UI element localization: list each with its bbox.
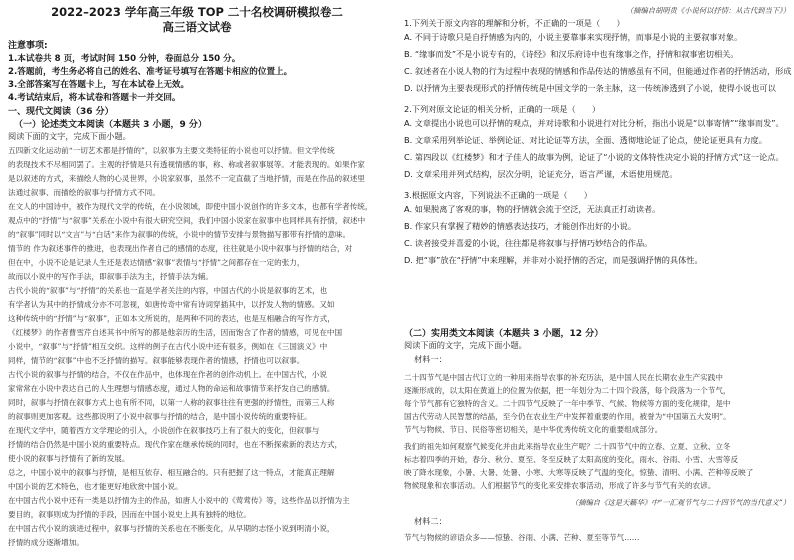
passage-line: 观点中的“抒情”与“叙事”关系在小说中有很大研究空间，我们中国小说家在叙事中也同样具有抒情，叙述中 bbox=[8, 216, 366, 225]
answer-option: B. 作家只有掌握了精妙的情感表达技巧，才能创作出好的小说。 bbox=[404, 221, 636, 231]
material-line: 标志着四季的开始，春分、秋分、夏至、冬至反映了太阳高度的变化，雨水、谷雨、小雪、大雪等反 bbox=[404, 455, 739, 464]
subsection-heading: （二）实用类文本阅读（本题共 3 小题，12 分） bbox=[404, 329, 604, 339]
answer-option: D. 以抒情为主要表现形式的抒情传统是中国文学的一条主脉，这一传统渗透到了小说，使得小说也可以 bbox=[404, 83, 776, 93]
answer-option: C. 叙述者在小说人物的行为过程中表现的情感和作品传达的情感虽有不同，但能通过作者的抒情活动，形成 bbox=[404, 66, 792, 76]
passage-line: 小说中，“叙事”与“抒情”相互交织。这样的例子在古代小说中还有很多，例如在《三国演义》中 bbox=[8, 342, 328, 351]
passage-line: 总之，中国小说中的叙事与抒情，是相互依存、相互融合的。只有把握了这一特点，才能真正理解 bbox=[8, 468, 335, 477]
passage-line: 是以叙述的方式，来描绘人物的心灵世界，小说家叙事，虽然不一定直截了当地抒情，而是在作品的叙述里 bbox=[8, 174, 365, 183]
passage-line: 有学者认为其中的抒情成分亦不可忽视，如唐传奇中常有诗词穿插其中，以抒发人物的情感。又如 bbox=[8, 300, 335, 309]
notice-item: 2.答题前，考生务必将自己的姓名、准考证号填写在答题卡相应的位置上。 bbox=[8, 67, 293, 77]
material-source: （摘编自《这是天籁华》中“一汇观节气与二十四节气的当代意义”） bbox=[570, 498, 790, 507]
answer-option: A. 文章提出小说也可以抒情的观点，并对诗歌和小说进行对比分析，指出小说是“以事寄情”“缘事而发”。 bbox=[404, 118, 784, 128]
passage-line: 在现代文学中，随着西方文学理论的引入，小说创作在叙事技巧上有了很大的变化，但叙事与 bbox=[8, 426, 320, 435]
question-number: 2. bbox=[404, 104, 412, 114]
passage-line: 中国小说的艺术特色，也才能更好地欣赏中国小说。 bbox=[8, 482, 183, 491]
passage-line: 使小说的叙事与抒情有了新的发展。 bbox=[8, 454, 130, 463]
subsection-heading: （一）论述类文本阅读（本题共 3 小题，9 分） bbox=[14, 120, 207, 130]
notice-heading: 注意事项: bbox=[8, 41, 48, 51]
question-text: 根据原文内容，下列说法不正确的一项是（ ） bbox=[411, 190, 592, 200]
passage-line: 情节的 作为叙述事件的推进，也表现出作者自己的感情的态度，往往就是小说中叙事与抒情的结合，对 bbox=[8, 244, 353, 253]
question-stem bbox=[404, 104, 792, 115]
material-line: 节气与物候的谚语众多——惊蛰、谷雨、小满、芒种、夏至等节气…… bbox=[404, 533, 640, 542]
passage-line: 抒情的成分逐渐增加。 bbox=[8, 538, 84, 547]
material-line: 映了降水现象，小暑、大暑、处暑、小寒、大寒等反映了气温的变化，惊蛰、清明、小满、芒种等反映了 bbox=[404, 468, 754, 477]
passage-line: 在中国古代小说的演进过程中，叙事与抒情的关系也在不断变化，从早期的志怪小说到明清小说， bbox=[8, 524, 335, 533]
answer-option: D. 文章采用并列式结构，层次分明，论证充分，语言严谨，术语使用规范。 bbox=[404, 169, 678, 179]
question-number: 1. bbox=[404, 18, 412, 28]
question-stem bbox=[404, 18, 792, 29]
question-number: 3. bbox=[404, 190, 412, 200]
notice-item: 3.全部答案写在答题卡上，写在本试卷上无效。 bbox=[8, 80, 190, 90]
passage-line: 在中国古代小说中还有一类是以抒情为主的作品，如唐人小说中的《莺莺传》等，这些作品以抒情为主 bbox=[8, 496, 350, 505]
passage-line: 在文人的中国诗中，被作为现代文学的传统，在小说领域，即使中国小说创作的许多文本，也都有学者传统， bbox=[8, 202, 373, 211]
question-text: 下列关于原文内容的理解和分析，不正确的一项是（ ） bbox=[411, 18, 625, 28]
notice-item: 1.本试卷共 8 页，考试时间 150 分钟，卷面总分 150 分。 bbox=[8, 54, 241, 64]
answer-option: B. 文章采用列举论证、举例论证、对比论证等方法，全面、透彻地论证了论点，使论证更具有力度。 bbox=[404, 135, 767, 145]
material-line: 每个节气都有它独特的含义。二十四节气反映了一年中季节、气候、物候等方面的变化规律，是中 bbox=[404, 399, 731, 408]
exam-title: 2022–2023 学年高三年级 TOP 二十名校调研模拟卷二 bbox=[51, 5, 343, 19]
answer-option: D. 把“事”放在“抒情”中来理解，并非对小说抒情的否定，而是强调抒情的具体性。 bbox=[404, 255, 703, 265]
passage-line: 五四新文化运动前“一切艺术都是抒情的”，以叙事为主要文类特征的小说也可以抒情。但文学传统 bbox=[8, 146, 335, 155]
passage-line: 这种传统中的“抒情”与“叙事”，正如本文所说的，是两种不同的表达，也是互相融合的写作方式， bbox=[8, 314, 335, 323]
question-text: 下列对原文论证的相关分析，正确的一项是（ ） bbox=[411, 104, 601, 114]
passage-line: 抒情的结合仍然是中国小说的重要特点。现代作家在继承传统的同时，也在不断探索新的表达方式， bbox=[8, 440, 343, 449]
instruction-text: 阅读下面的文字，完成下面小题。 bbox=[8, 131, 131, 141]
passage-line: 故而以小说中的写作手法，即叙事手法为主，抒情手法为辅。 bbox=[8, 272, 214, 281]
passage-line: 的表现技术不尽相同罢了。主观的抒情是只有透视情感的事，称、称或者叙事展等。才能表现的。如果作家 bbox=[8, 160, 365, 169]
material-line: 逐渐形成的，以太阳在黄道上的位置为依据，把一年划分为二十四个段落，每个段落为一个节气， bbox=[404, 386, 731, 395]
material-label: 材料一： bbox=[414, 354, 447, 364]
passage-line: 家常常在小说中表达自己的人生理想与情感态度，通过人物的命运和故事情节来抒发自己的感情。 bbox=[8, 384, 335, 393]
question-stem bbox=[404, 190, 792, 201]
material-line: 二十四节气是中国古代订立的一种用来指导农事的补充历法，是中国人民在长期农业生产实践中 bbox=[404, 373, 723, 382]
passage-line: 但在中，小说不论是记录人生还是表达情感“叙事”表情与“抒情”之间都存在一定的张力， bbox=[8, 258, 305, 267]
answer-option: C. 第四段以《红楼梦》和才子佳人的故事为例，论证了“小说的文体特性决定小说的抒情方式”这一论点。 bbox=[404, 152, 784, 162]
passage-line: 的叙事则更加客观。这些都说明了小说中叙事与抒情的结合，是中国小说传统的重要特征。 bbox=[8, 412, 312, 421]
answer-option: C. 读者接受并喜爱的小说，往往都是将叙事与抒情巧妙结合的作品。 bbox=[404, 238, 653, 248]
material-label: 材料二： bbox=[414, 516, 447, 526]
section-heading: 一、现代文阅读（36 分） bbox=[8, 107, 114, 117]
passage-line: 法通过叙事、而描绘的叙事与抒情方式不同。 bbox=[8, 188, 160, 197]
answer-option: A. 不同于诗歌只是自抒情感为内的，小说主要靠事来实现抒情，而事是小说的主要叙事对象。 bbox=[404, 32, 743, 42]
exam-subtitle: 高三语文试卷 bbox=[162, 20, 232, 34]
instruction-text: 阅读下面的文字，完成下面小题。 bbox=[404, 340, 527, 350]
material-line: 物候现象和农事活动。人们根据节气的变化来安排农事活动，形成了许多与节气有关的农谚。 bbox=[404, 481, 716, 490]
material-line: 节气与物候、节日、民俗等密切相关，是中华优秀传统文化的重要组成部分。 bbox=[404, 425, 663, 434]
material-line: 国古代劳动人民智慧的结晶，至今仍在农业生产中发挥着重要的作用，被誉为“中国第五大发明”。 bbox=[404, 412, 731, 421]
passage-line: 古代小说的叙事与抒情的结合，不仅在作品中，也体现在作者的创作动机上。在中国古代，小说 bbox=[8, 370, 327, 379]
passage-line: 要目的，叙事则成为抒情的手段，因而在中国小说史上具有独特的地位。 bbox=[8, 510, 251, 519]
right-column bbox=[400, 0, 794, 560]
passage-line: 同样，情节的“叙事”中也不乏抒情的描写。叙事能够表现作者的情感，抒情也可以叙事。 bbox=[8, 356, 305, 365]
passage-source: （摘编自胡明贵《小说何以抒情：从古代到当下》） bbox=[625, 6, 790, 15]
notice-item: 4.考试结束后，将本试卷和答题卡一并交回。 bbox=[8, 93, 181, 103]
material-line: 我们的祖先如何观察气候变化并由此来指导农业生产呢？二十四节气中的立春、立夏、立秋、立冬 bbox=[404, 442, 731, 451]
passage-line: 的“叙事”同时以“文言”与“白话”来作为叙事的传统，小说中的情节安排与景物描写都带有抒情的意味。 bbox=[8, 230, 351, 239]
passage-line: 同时，叙事与抒情在叙事方式上也有所不同，以第一人称的叙事往往有更强的抒情性，而第三人称 bbox=[8, 398, 335, 407]
answer-option: A. 如果脱离了客观的事，物的抒情就会流于空泛，无法真正打动读者。 bbox=[404, 204, 661, 214]
left-column bbox=[0, 0, 394, 560]
passage-line: 《红楼梦》的作者曹雪芹自述其书中所写的都是他亲历的生活，因而饱含了作者的情感，可见在中国 bbox=[8, 328, 343, 337]
passage-line: 古代小说的“叙事”与“抒情”的关系也一直是学者关注的内容，中国古代的小说是叙事的艺术，也 bbox=[8, 286, 328, 295]
answer-option: B. “缘事而发”不是小说专有的，《诗经》和汉乐府诗中也有缘事之作，抒情和叙事密切相关。 bbox=[404, 49, 739, 59]
